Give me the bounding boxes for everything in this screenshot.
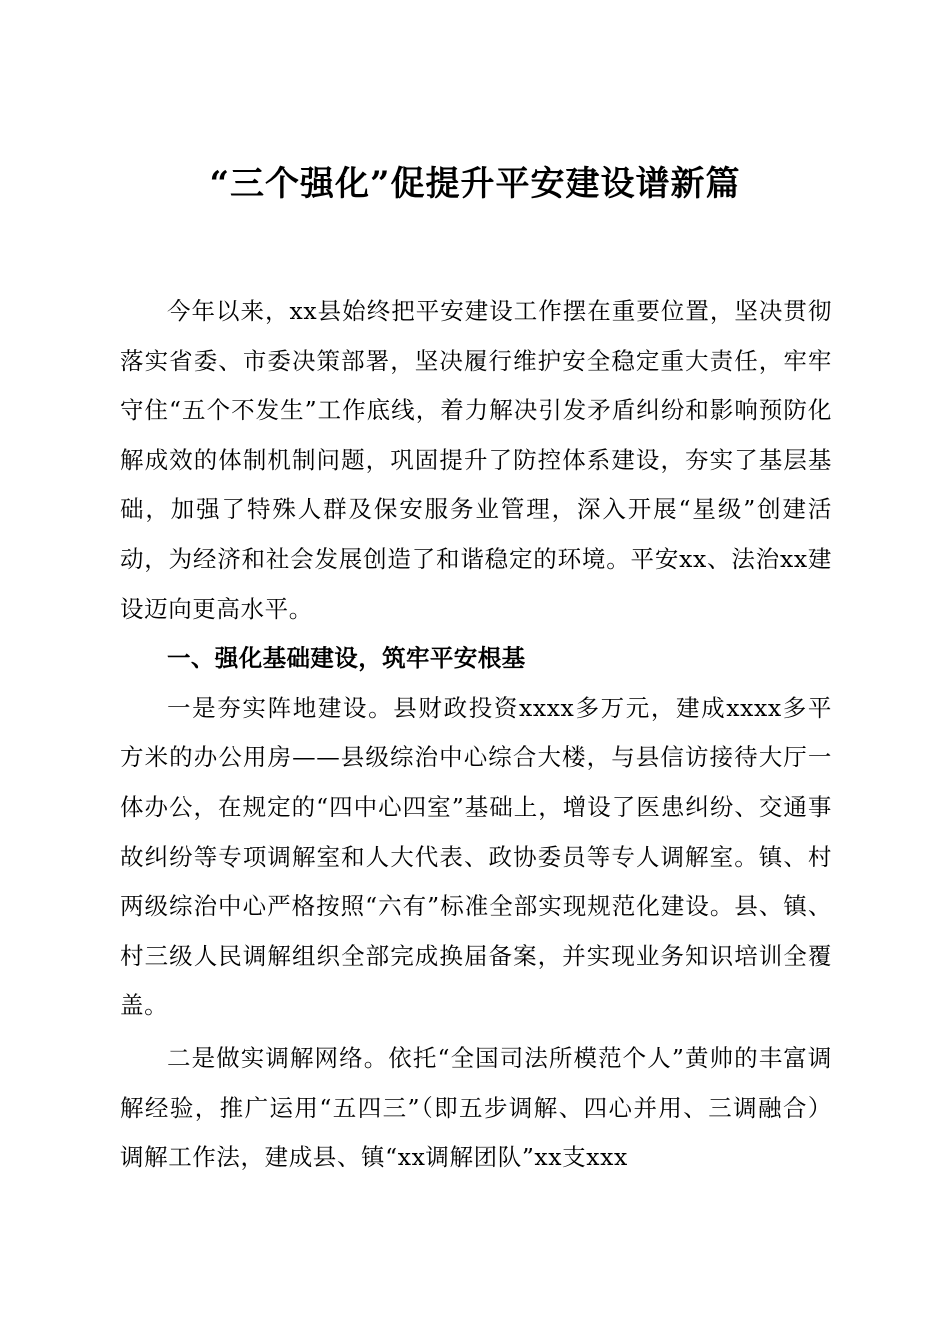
document-body	[120, 287, 832, 1183]
document-title: “三个强化”促提升平安建设谱新篇	[209, 164, 741, 204]
section-paragraph: 二是做实调解网络。依托“全国司法所模范个人”黄帅的丰富调解经验，推广运用“五四三”（即五步调解、四心并用、三调融合）调解工作法，建成县、镇“xx调解团队”xx支xxx	[120, 1043, 832, 1172]
section-paragraph: 一是夯实阵地建设。县财政投资xxxx多万元，建成xxxx多平方米的办公用房——县级综治中心综合大楼，与县信访接待大厅一体办公，在规定的“四中心四室”基础上，增设了医患纠纷、交通事故纠纷等专项调解室和人大代表、政协委员等专人调解室。镇、村两级综治中心严格按照“六有”标准全部实现规范化建设。县、镇、村三级人民调解组织全部完成换届备案，并实现业务知识培训全覆盖。	[120, 693, 832, 1020]
section-heading: 一、强化基础建设，筑牢平安根基	[167, 644, 526, 673]
intro-paragraph: 今年以来，xx县始终把平安建设工作摆在重要位置，坚决贯彻落实省委、市委决策部署，坚决履行维护安全稳定重大责任，牢牢守住“五个不发生”工作底线，着力解决引发矛盾纠纷和影响预防化解成效的体制机制问题，巩固提升了防控体系建设，夯实了基层基础，加强了特殊人群及保安服务业管理，深入开展“星级”创建活动，为经济和社会发展创造了和谐稳定的环境。平安xx、法治xx建设迈向更高水平。	[120, 297, 832, 623]
